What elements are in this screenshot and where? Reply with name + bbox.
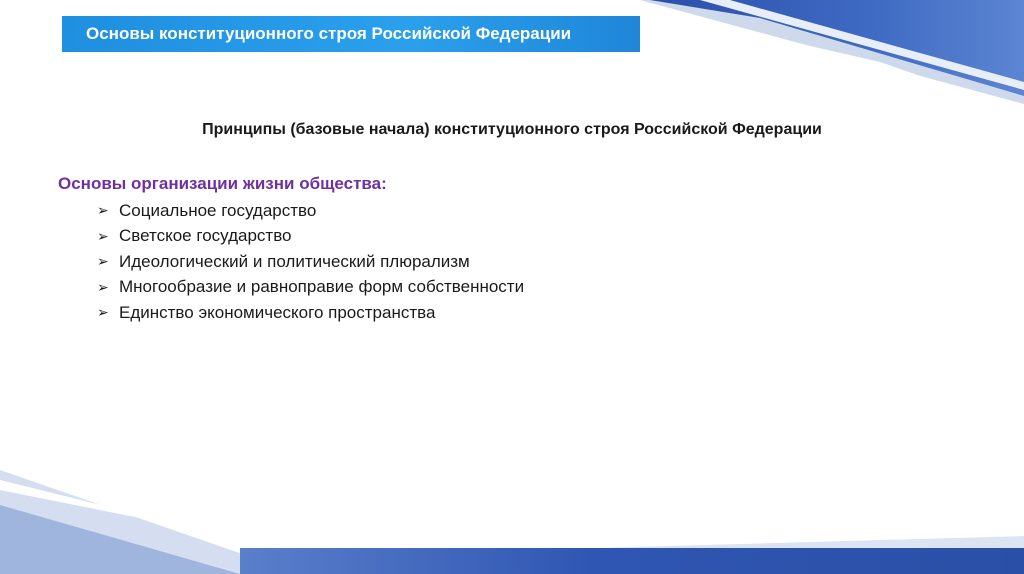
slide-subtitle: Принципы (базовые начала) конституционного строя Российской Федерации [202,121,822,138]
bottom-light-sweep [600,536,1024,548]
arrowhead-bullet-icon: ➢ [97,253,109,270]
list-item-text: Социальное государство [119,200,317,220]
principles-list [97,198,524,326]
list-item-text: Светское государство [119,226,292,246]
list-item [97,249,524,275]
list-item-text: Многообразие и равноправие форм собственности [119,277,525,297]
slide-title: Основы конституционного строя Российской Федерации [86,24,572,43]
list-item [97,198,524,224]
section-heading: Основы организации жизни общества: [58,174,387,193]
list-item [97,224,524,250]
bottom-dark-band [240,548,1024,574]
arrowhead-bullet-icon: ➢ [97,227,109,244]
arrowhead-bullet-icon: ➢ [97,278,109,295]
list-item-text: Единство экономического пространства [119,302,436,322]
arrowhead-bullet-icon: ➢ [97,202,109,219]
list-item [97,275,524,301]
slide-title-bar [62,16,640,52]
list-item [97,300,524,326]
arrowhead-bullet-icon: ➢ [97,304,109,321]
list-item-text: Идеологический и политический плюрализм [119,251,470,271]
